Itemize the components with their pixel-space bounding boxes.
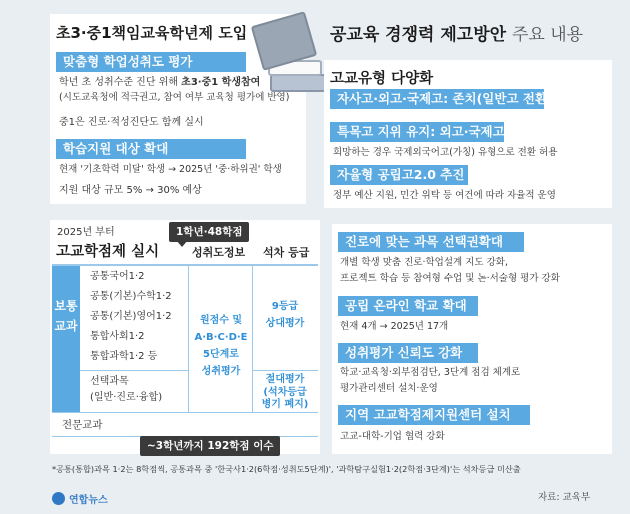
specialty-label: 전문교과: [62, 419, 103, 431]
achievement-2: A·B·C·D·E: [194, 332, 248, 343]
rb-sec4-line: 고교-대학-기업 협력 강화: [340, 431, 445, 442]
left-sec1-header: 맞춤형 학업성취도 평가: [56, 52, 246, 72]
rank-common-1: 9등급: [271, 301, 299, 312]
rb-sec1-line1: 개별 학생 맞춤 진로·학업설계 지도 강화,: [340, 257, 508, 268]
left-sec1-line1-text: 학년 초 성취수준 진단 위해: [59, 77, 182, 88]
subject-5: 통합과학1·2 등: [90, 351, 158, 362]
right-sec2-line: 희망하는 경우 국제외국어고(가칭) 유형으로 전환 허용: [333, 147, 558, 158]
rb-sec2-header: 공립 온라인 학교 확대: [338, 296, 478, 316]
table-vline-1: [188, 264, 189, 412]
main-title-bold: 공교육 경쟁력 제고방안: [330, 25, 507, 45]
col-header-achievement: 성취도정보: [192, 246, 246, 259]
callout-total-credits: ~3학년까지 192학점 이수: [140, 436, 280, 456]
rb-sec3-header: 성취평가 신뢰도 강화: [338, 343, 478, 363]
rb-sec3-line1: 학교·교육청·외부점검단, 3단계 점검 체계로: [340, 367, 521, 378]
rb-sec2-line: 현재 4개 → 2025년 17개: [340, 321, 449, 332]
subject-3: 공통(기본)영어1·2: [90, 311, 172, 322]
rank-elective-3: 병기 폐지): [261, 399, 309, 410]
callout-pointer: [176, 240, 188, 247]
right-sec1-header: 자사고·외고·국제고: 존치(일반고 전환 X): [330, 89, 544, 109]
rb-sec1-header: 진로에 맞는 과목 선택권확대: [338, 232, 524, 252]
logo-mark-icon: [52, 492, 65, 505]
achievement-4: 성취평가: [201, 366, 241, 377]
logo-text: 연합뉴스: [69, 494, 108, 506]
elective-1: 선택과목: [90, 376, 129, 387]
rank-elective-1: 절대평가: [265, 374, 305, 385]
rank-common-2: 상대평가: [265, 318, 305, 329]
rank-elective: [253, 374, 317, 412]
left-sec2-line1: 현재 '기초학력 미달' 학생 → 2025년 '중·하위권' 학생: [59, 164, 282, 175]
callout-first-year: 1학년·48학점: [169, 222, 249, 242]
right-top-title: 고교유형 다양화: [330, 71, 434, 87]
right-sec3-line: 정부 예산 지원, 민간 위탁 등 여건에 따라 자율적 운영: [333, 190, 556, 201]
col-header-rank: 석차 등급: [263, 246, 310, 259]
table-line-mid-right: [252, 370, 318, 371]
left-top-title: 초3·중1책임교육학년제 도입: [56, 24, 248, 42]
source: 자료: 교육부: [538, 492, 591, 503]
left-sec2-header: 학습지원 대상 확대: [56, 139, 246, 159]
credit-title: 고교학점제 실시: [56, 244, 160, 260]
main-title: [330, 20, 583, 45]
footnote: *공통(통합)과목 1·2는 8학점씩, 공통과목 중 '한국사1·2(6학점·성취도5단계)', '과학탐구실험1·2(2학점·3단계)'는 석차등급 미산출: [52, 464, 521, 474]
achievement-cell: [190, 312, 252, 380]
subject-1: 공통국어1·2: [90, 271, 145, 282]
achievement-1: 원점수 및: [199, 315, 243, 326]
side-label-general-text: 보통교과: [54, 299, 78, 333]
rb-sec4-header: 지역 고교학점제지원센터 설치: [338, 405, 530, 425]
elective-2: (일반·진로·융합): [90, 392, 163, 403]
book-bottom: [270, 74, 326, 92]
logo: [52, 490, 108, 506]
side-label-general: [52, 266, 80, 412]
table-line-top: [52, 264, 318, 266]
subject-4: 통합사회1·2: [90, 331, 145, 342]
main-title-light: 주요 내용: [511, 25, 584, 45]
left-sec1-line1: [59, 76, 260, 90]
table-line-lower: [52, 412, 318, 413]
rank-elective-2: (석차등급: [263, 386, 307, 398]
credit-pre: 2025년 부터: [57, 227, 115, 238]
rb-sec1-line2: 프로젝트 학습 등 참여형 수업 및 논·서술형 평가 강화: [340, 273, 560, 284]
right-sec2-header: 특목고 지위 유지: 외고·국제고: [330, 122, 504, 142]
right-sec3-header: 자율형 공립고2.0 추진: [330, 165, 468, 185]
left-sec1-line3: 중1은 진로·적성진단도 함께 실시: [59, 117, 204, 128]
left-sec2-line2: 지원 대상 규모 5% → 30% 예상: [59, 185, 202, 196]
achievement-3: 5단계로: [203, 349, 239, 360]
left-sec1-line1-bold: 초3·중1 학생참여: [181, 77, 261, 88]
rb-sec3-line2: 평가관리센터 설치·운영: [340, 383, 438, 394]
left-sec1-line2: (시도교육청에 적극권고, 참여 여부 교육청 평가에 반영): [59, 92, 290, 103]
rank-common: [253, 298, 317, 332]
subject-2: 공통(기본)수학1·2: [90, 291, 172, 302]
books-illustration: [248, 14, 328, 100]
